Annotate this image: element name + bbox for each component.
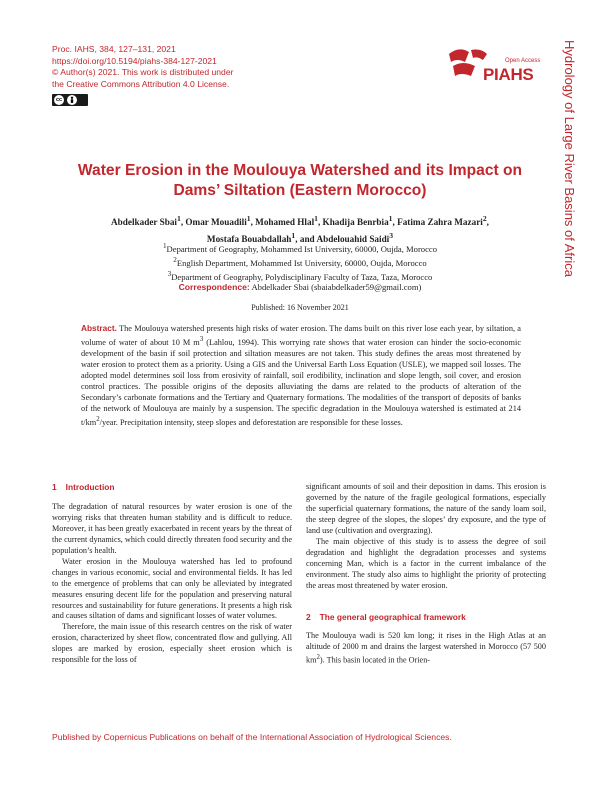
section-title: The general geographical framework: [319, 611, 466, 622]
license-line: the Creative Commons Attribution 4.0 License.: [52, 78, 230, 89]
piahs-wordmark: PIAHS: [483, 65, 534, 84]
article-metadata: [52, 44, 382, 90]
author-name: Abdelouahid Saidi: [316, 234, 390, 245]
body-superscript: 2: [316, 654, 320, 662]
affiliation-item: [60, 269, 540, 283]
attribution-person-icon: [67, 95, 77, 105]
author-name: Fatima Zahra Mazari: [397, 217, 483, 228]
author-name: Mohamed Hlal: [255, 217, 315, 228]
author-affiliation-mark: 2: [482, 214, 487, 223]
paper-title: Water Erosion in the Moulouya Watershed and its Impact on Dams’ Siltation (Eastern Morocco): [77, 162, 523, 199]
body-paragraph: Water erosion in the Moulouya watershed has led to profound changes in various economic, social and environmental fields. It has led to the emergence of problems that can only be alleviated by integrated measures ensuring decent life for the population and preserving natural resources and sustainability for future generations. It presents a high risk and causes siltation of dams and significant losses of water volumes.: [52, 556, 292, 621]
body-column-right: [306, 482, 546, 667]
body-text: The Moulouya wadi is 520 km long; it rises in the High Atlas at an altitude of 2000 m and drains the largest watershed in Morocco (57 500 km: [306, 631, 546, 666]
affiliation-number: 1: [162, 242, 167, 250]
author-affiliation-mark: 1: [246, 214, 251, 223]
author-affiliation-mark: 1: [176, 214, 181, 223]
affiliation-item: [60, 255, 540, 269]
body-paragraph: The main objective of this study is to assess the degree of soil degradation and highlight the degradation processes and systems concerning Man, which is a factor in the current imbalance of the environment. The study also aims to highlight the priority of protecting the areas most threatened by water erosion.: [306, 536, 546, 590]
affiliation-item: [60, 241, 540, 255]
author-affiliation-mark: 1: [291, 231, 296, 241]
journal-series-text: Hydrology of Large River Basins of Africa: [562, 40, 577, 277]
section-heading-geographical-framework: [306, 612, 546, 623]
doi-link[interactable]: https://doi.org/10.5194/piahs-384-127-2021: [52, 55, 217, 66]
author-list: Abdelkader Sbai$^1$, Omar Mouadili$^1$, Mohamed Hlal$^1$, Khadija Benrbia$^1$, Fatima Zahra Mazari$^2$, Mostafa Bouabdallah$^1$, and Abdelouahid Saidi$^3$: [111, 214, 489, 245]
body-paragraph: Therefore, the main issue of this research centres on the risk of water erosion, characterized by sheet flow, concentrated flow and gullying. All slopes are marked by erosion, especially sheet erosion which is responsible for the loss of: [52, 622, 292, 665]
abstract-label: Abstract.: [81, 323, 117, 333]
affiliation-number: 2: [173, 255, 177, 264]
author-name: Mostafa Bouabdallah: [206, 234, 292, 245]
affiliation-text: English Department, Mohammed Ist University, 60000, Oujda, Morocco: [176, 257, 427, 268]
affiliation-number: 3: [167, 269, 172, 278]
section-title: Introduction: [65, 482, 115, 492]
abstract-text: /year. Precipitation intensity, steep slopes and deforestation are responsible for these losses.: [99, 417, 403, 427]
correspondence-contact[interactable]: Abdelkader Sbai (sbaiabdelkader59@gmail.com): [251, 282, 422, 292]
body-column-left: [52, 482, 292, 666]
creative-commons-icon: cc: [55, 97, 63, 103]
author-affiliation-mark: 1: [388, 214, 393, 223]
section-number: 2: [306, 611, 311, 622]
citation-line: Proc. IAHS, 384, 127–131, 2021: [52, 44, 176, 54]
affiliation-list: [60, 241, 540, 283]
author-conjunction: and: [299, 234, 315, 245]
affiliation-text: Department of Geography, Mohammed Ist University, 60000, Oujda, Morocco: [166, 243, 438, 254]
body-paragraph: significant amounts of soil and their deposition in dams. This erosion is governed by the nature of the fragile geological formations, especially the superficial quaternary formations, the nature of the sandy loam soil, the steep degree of the slopes, the slopes’ dry exposure, and the type of land use (cultivation and overgrazing).: [306, 482, 546, 535]
affiliation-text: Department of Geography, Polydisciplinary Faculty of Taza, Taza, Morocco: [171, 271, 433, 282]
body-paragraph: [306, 631, 546, 667]
open-access-label: Open Access: [505, 58, 541, 64]
journal-series-title: [562, 40, 587, 290]
body-paragraph: The degradation of natural resources by water erosion is one of the worrying risks that threaten human stability and is difficult to reduce. Moreover, it has been greatly exacerbated in recent years by the threat of the current dynamics, which could directly threaten food security and the population’s health.: [52, 501, 292, 555]
author-affiliation-mark: 3: [389, 231, 394, 241]
section-number: 1: [52, 482, 57, 492]
author-name: Omar Mouadili: [185, 217, 247, 228]
publisher-footer: Published by Copernicus Publications on behalf of the International Association of Hydrological Sciences.: [52, 732, 452, 742]
abstract-superscript: 2: [96, 415, 100, 423]
author-affiliation-mark: 1: [314, 214, 318, 223]
abstract-text: The Moulouya watershed presents high risks of water erosion. The dams built on this river lose each year, by siltation, a volume of water of about 10 M m: [81, 324, 521, 347]
abstract-text: (Lahlou, 1994). This worrying rate shows that water erosion can hinder the socio-economic development of the basin if soil protection and siltation measures are not taken. This study defines the areas most threatened by water erosion to protect them as a priority. Using a GIS and the Universal Earth Loss Equation (USLE), we mapped soil losses. The adopted model determines soil loss from erosivity of rainfall, soil erodibility, inclination and slope length, soil cover, and erosion control practices. The possible origins of the deposits alluviating the dams are related to the products of alteration of the Secondary’s carbonate formations and the Tertiary and Quaternary formations. The modalities of the transport of deposits of banks of the network of Moulouya are mainly by a suspension. The specific degradation in the Moulouya watershed is estimated at 214 t/km: [81, 337, 521, 427]
copyright-line: © Author(s) 2021. This work is distributed under: [52, 67, 234, 78]
author-name: Abdelkader Sbai: [111, 217, 177, 228]
section-heading-introduction: [52, 482, 292, 493]
piahs-logo: [445, 44, 555, 86]
published-date: Published: 16 November 2021: [251, 303, 349, 312]
body-text: ). This basin located in the Orien-: [319, 656, 431, 666]
author-name: Khadija Benrbia: [322, 217, 389, 228]
correspondence: [60, 282, 540, 292]
correspondence-label: Correspondence:: [178, 282, 250, 292]
abstract: [81, 323, 521, 428]
cc-by-license-badge[interactable]: [52, 94, 88, 106]
abstract-superscript: 3: [199, 336, 204, 343]
